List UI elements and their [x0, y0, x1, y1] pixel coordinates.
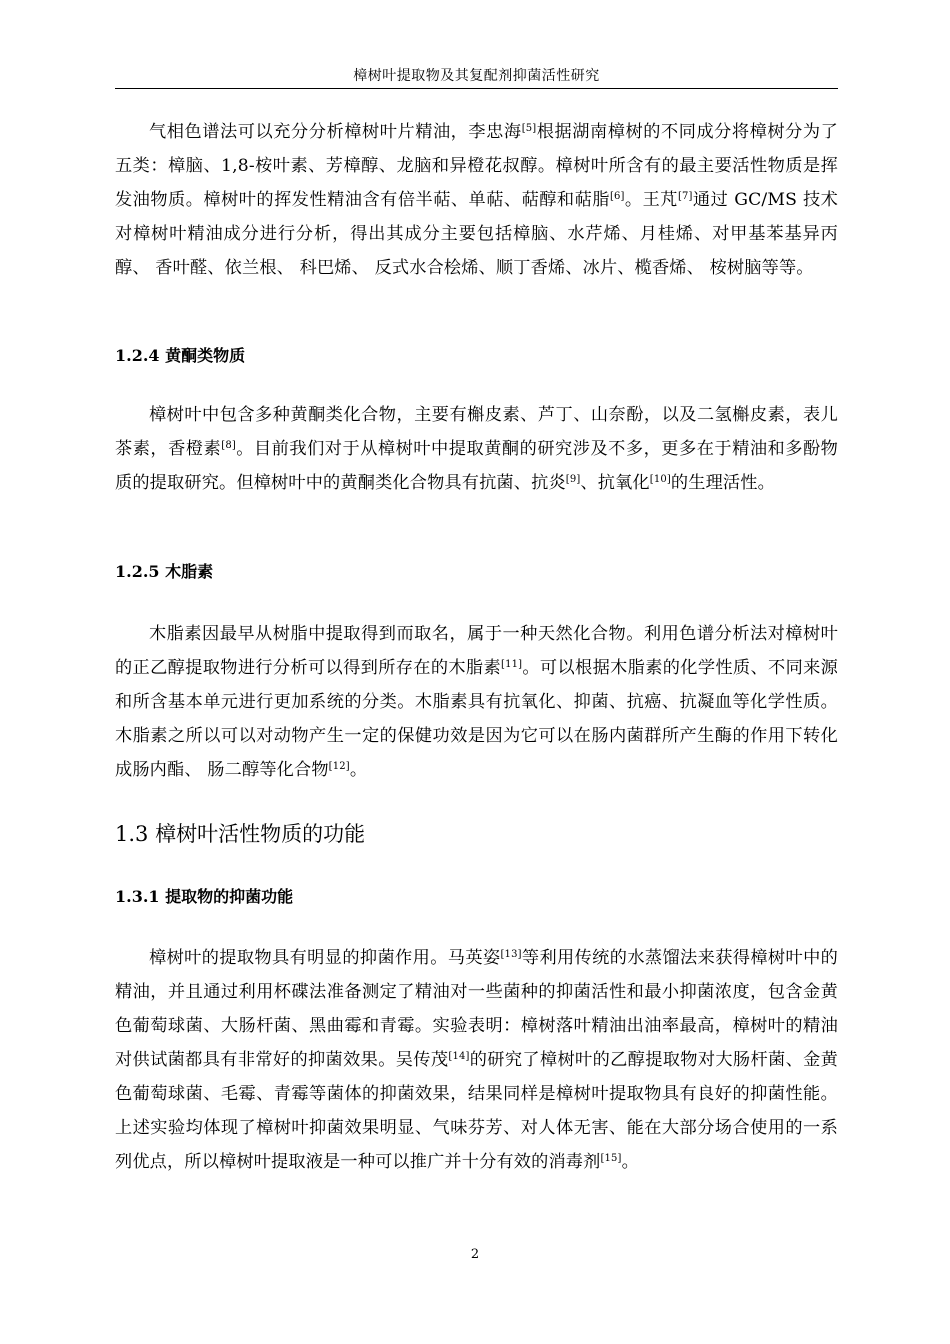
paragraph-lignans	[115, 617, 838, 787]
text: 。	[349, 760, 368, 780]
citation: [15]	[600, 1153, 622, 1164]
section-heading-1-3-1: 1.3.1 提取物的抑菌功能	[115, 887, 294, 906]
text: 根据湖南樟树的不同成分将樟树分为了五类：樟脑、1,8-桉叶素、芳樟醇、龙脑和异橙花叔醇。樟树叶所含有的最主要活性物质是挥发油物质。樟树叶的挥发性精油含有倍半萜、单萜、萜醇和萜脂	[115, 122, 838, 210]
running-header: 樟树叶提取物及其复配剂抑菌活性研究	[353, 68, 600, 84]
citation: [6]	[609, 191, 625, 202]
text: 樟树叶的提取物具有明显的抑菌作用。马英姿	[149, 948, 501, 968]
text: 等利用传统的水蒸馏法来获得樟树叶中的精油，并且通过利用杯碟法准备测定了精油对一些菌种的抑菌活性和最小抑菌浓度，包含金黄色葡萄球菌、大肠杆菌、黑曲霉和青霉。实验表明：樟树落叶精油出油率最高，樟树叶的精油对供试菌都具有非常好的抑菌效果。吴传茂	[115, 948, 838, 1070]
citation: [9]	[565, 474, 581, 485]
citation: [10]	[649, 474, 671, 485]
paragraph-gc-analysis	[115, 115, 838, 285]
citation: [8]	[221, 440, 236, 451]
section-heading-1-2-5: 1.2.5 木脂素	[115, 562, 214, 581]
text: 通过 GC/MS 技术对樟树叶精油成分进行分析，得出其成分主要包括樟脑、水芹烯、月桂烯、对甲基苯基异丙醇、 香叶醛、依兰根、 科巴烯、 反式水合桧烯、顺丁香烯、冰片、榄香烯、 桉树脑等等。	[115, 190, 839, 278]
text: 。王芃	[624, 190, 678, 210]
text: 。	[621, 1152, 639, 1172]
text: 樟树叶中包含多种黄酮类化合物，主要有槲皮素、芦丁、山奈酚，以及二氢槲皮素，表儿茶素，香橙素	[115, 405, 838, 459]
section-heading-1-2-4: 1.2.4 黄酮类物质	[115, 346, 246, 365]
text: 、抗氧化	[580, 473, 650, 493]
text: 。目前我们对于从樟树叶中提取黄酮的研究涉及不多，更多在于精油和多酚物质的提取研究。但樟树叶中的黄酮类化合物具有抗菌、抗炎	[115, 439, 838, 493]
text: 。可以根据木脂素的化学性质、不同来源和所含基本单元进行更加系统的分类。木脂素具有抗氧化、抑菌、抗癌、抗凝血等化学性质。木脂素之所以可以对动物产生一定的保健功效是因为它可以在肠内菌群所产生酶的作用下转化成肠内酯、 肠二醇等化合物	[115, 658, 839, 780]
paragraph-antibacterial	[115, 941, 838, 1179]
text: 气相色谱法可以充分分析樟树叶片精油，李忠海	[149, 122, 522, 142]
text: 木脂素因最早从树脂中提取得到而取名，属于一种天然化合物。利用色谱分析法对樟树叶的正乙醇提取物进行分析可以得到所存在的木脂素	[115, 624, 838, 678]
citation: [14]	[448, 1051, 470, 1062]
citation: [7]	[677, 191, 693, 202]
citation: [13]	[500, 949, 522, 960]
text: 的生理活性。	[670, 473, 775, 493]
citation: [5]	[521, 123, 537, 134]
citation: [12]	[328, 761, 350, 772]
text: 的研究了樟树叶的乙醇提取物对大肠杆菌、金黄色葡萄球菌、毛霉、青霉等菌体的抑菌效果，结果同样是樟树叶提取物具有良好的抑菌性能。上述实验均体现了樟树叶抑菌效果明显、气味芬芳、对人体无害、能在大部分场合使用的一系列优点，所以樟树叶提取液是一种可以推广并十分有效的消毒剂	[115, 1050, 839, 1172]
paragraph-flavonoids	[115, 398, 838, 500]
header-rule	[115, 88, 838, 89]
citation: [11]	[501, 659, 523, 670]
section-heading-1-3: 1.3 樟树叶活性物质的功能	[115, 822, 366, 846]
page-number: 2	[470, 1247, 480, 1262]
